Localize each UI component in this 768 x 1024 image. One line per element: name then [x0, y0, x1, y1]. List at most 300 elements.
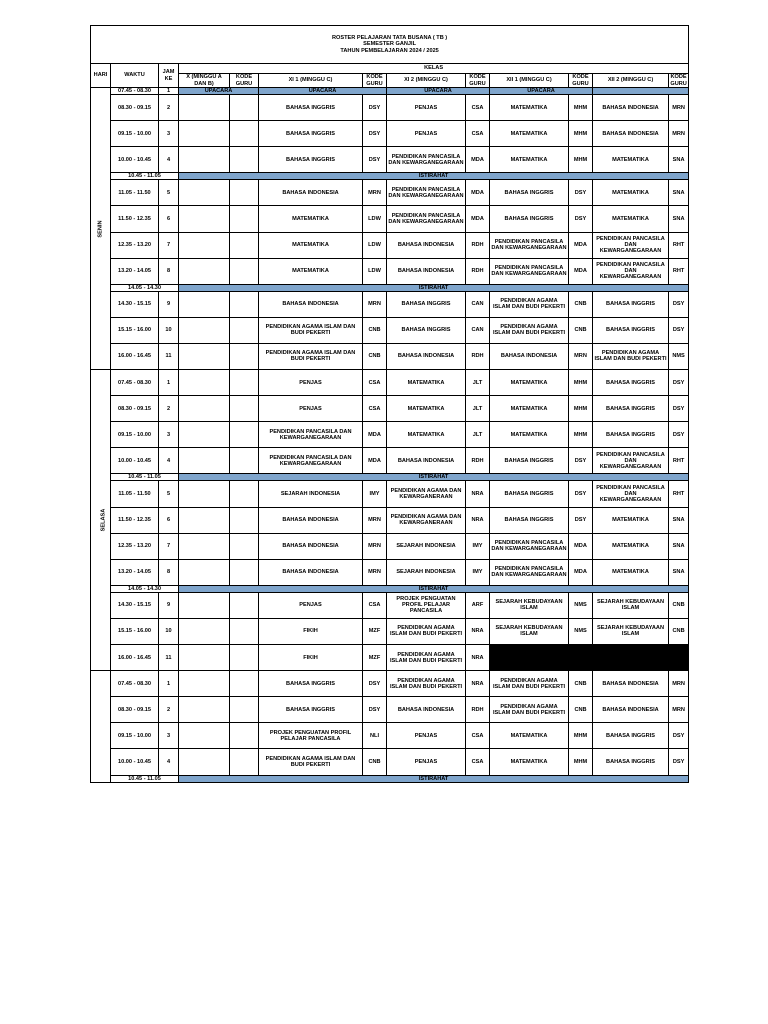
subject-cell: BAHASA INGGRIS: [490, 180, 569, 206]
teacher-code-cell: DSY: [669, 370, 689, 396]
teacher-code-cell: RDH: [466, 258, 490, 284]
break-time-cell: 10.45 - 11.05: [111, 173, 179, 180]
jam-cell: 6: [159, 206, 179, 232]
jam-cell: 2: [159, 95, 179, 121]
subject-cell: MATEMATIKA: [593, 206, 669, 232]
jam-cell: 2: [159, 396, 179, 422]
teacher-code-cell: DSY: [569, 507, 593, 533]
subject-cell: PENDIDIKAN PANCASILA DAN KEWARGANEGARAAN: [259, 448, 363, 474]
schedule-row: [91, 147, 689, 173]
teacher-code-cell: [230, 291, 259, 317]
subject-cell: BAHASA INGGRIS: [259, 147, 363, 173]
teacher-code-cell: CSA: [363, 396, 387, 422]
time-cell: 14.30 - 15.15: [111, 291, 159, 317]
teacher-code-cell: SNA: [669, 147, 689, 173]
teacher-code-cell: MDA: [466, 180, 490, 206]
subject-cell: [179, 95, 230, 121]
subject-cell: [179, 147, 230, 173]
day-name: SENIN: [97, 219, 104, 238]
teacher-code-cell: MHM: [569, 749, 593, 775]
teacher-code-cell: [230, 370, 259, 396]
subject-cell: BAHASA INDONESIA: [259, 291, 363, 317]
teacher-code-cell: [230, 448, 259, 474]
time-cell: 16.00 - 16.45: [111, 645, 159, 671]
jam-cell: 1: [159, 370, 179, 396]
jam-cell: 10: [159, 317, 179, 343]
teacher-code-cell: RDH: [466, 448, 490, 474]
teacher-code-cell: MDA: [569, 533, 593, 559]
subject-cell: [179, 343, 230, 369]
subject-cell: [179, 723, 230, 749]
break-row: [91, 585, 689, 592]
teacher-code-cell: DSY: [363, 95, 387, 121]
subject-cell: MATEMATIKA: [490, 95, 569, 121]
teacher-code-cell: MRN: [363, 180, 387, 206]
teacher-code-cell: [230, 317, 259, 343]
subject-cell: FIKIH: [259, 618, 363, 644]
subject-cell: SEJARAH KEBUDAYAAN ISLAM: [490, 618, 569, 644]
subject-cell: PENDIDIKAN PANCASILA DAN KEWARGANEGARAAN: [490, 559, 569, 585]
break-label-cell: ISTIRAHAT: [179, 284, 689, 291]
subject-cell: BAHASA INGGRIS: [593, 422, 669, 448]
jam-cell: 11: [159, 645, 179, 671]
subject-cell: SEJARAH INDONESIA: [387, 559, 466, 585]
break-row: [91, 173, 689, 180]
teacher-code-cell: MDA: [363, 448, 387, 474]
subject-cell: BAHASA INGGRIS: [490, 481, 569, 507]
subject-cell: PENDIDIKAN AGAMA ISLAM DAN BUDI PEKERTI: [490, 317, 569, 343]
ceremony-cell: [593, 88, 689, 95]
subject-cell: BAHASA INGGRIS: [490, 206, 569, 232]
jam-cell: 6: [159, 507, 179, 533]
teacher-code-cell: RDH: [466, 343, 490, 369]
header-col-x: X (MINGGU A DAN B): [179, 74, 230, 88]
teacher-code-cell: CNB: [363, 317, 387, 343]
subject-cell: BAHASA INDONESIA: [387, 343, 466, 369]
roster-title-line2: SEMESTER GANJIL: [363, 41, 416, 48]
subject-cell: PENDIDIKAN PANCASILA DAN KEWARGANEGARAAN: [387, 147, 466, 173]
roster-title-line1: ROSTER PELAJARAN TATA BUSANA ( TB ): [331, 35, 448, 42]
teacher-code-cell: DSY: [569, 481, 593, 507]
subject-cell: BAHASA INGGRIS: [259, 697, 363, 723]
header-col-xii1: XII 1 (MINGGU C): [490, 74, 569, 88]
subject-cell: PENJAS: [259, 396, 363, 422]
jam-cell: 4: [159, 749, 179, 775]
teacher-code-cell: MRN: [669, 697, 689, 723]
subject-cell: MATEMATIKA: [593, 507, 669, 533]
teacher-code-cell: NRA: [466, 507, 490, 533]
jam-cell: 7: [159, 232, 179, 258]
jam-cell: 3: [159, 422, 179, 448]
time-cell: 08.30 - 09.15: [111, 95, 159, 121]
break-label-cell: ISTIRAHAT: [179, 474, 689, 481]
subject-cell: [179, 592, 230, 618]
teacher-code-cell: [230, 592, 259, 618]
ceremony-cell: UPACARA: [179, 88, 259, 95]
time-cell: 07.45 - 08.30: [111, 88, 159, 95]
subject-cell: BAHASA INDONESIA: [259, 559, 363, 585]
schedule-row: [91, 95, 689, 121]
subject-cell: MATEMATIKA: [490, 147, 569, 173]
subject-cell: PENDIDIKAN AGAMA ISLAM DAN BUDI PEKERTI: [259, 317, 363, 343]
jam-cell: 5: [159, 481, 179, 507]
teacher-code-cell: JLT: [466, 396, 490, 422]
time-cell: 07.45 - 08.30: [111, 671, 159, 697]
teacher-code-cell: [230, 723, 259, 749]
header-waktu: WAKTU: [111, 64, 159, 88]
schedule-row: [91, 396, 689, 422]
teacher-code-cell: [230, 533, 259, 559]
subject-cell: [179, 396, 230, 422]
subject-cell: PENDIDIKAN PANCASILA DAN KEWARGANEGARAAN: [593, 258, 669, 284]
teacher-code-cell: CNB: [569, 697, 593, 723]
teacher-code-cell: RHT: [669, 258, 689, 284]
time-cell: 09.15 - 10.00: [111, 121, 159, 147]
time-cell: 12.35 - 13.20: [111, 232, 159, 258]
day-label: [91, 671, 111, 782]
day-name: SELASA: [100, 508, 107, 532]
schedule-row: [91, 180, 689, 206]
teacher-code-cell: [230, 121, 259, 147]
subject-cell: MATEMATIKA: [490, 749, 569, 775]
subject-cell: [179, 448, 230, 474]
subject-cell: BAHASA INGGRIS: [593, 291, 669, 317]
teacher-code-cell: MHM: [569, 370, 593, 396]
subject-cell: BAHASA INGGRIS: [593, 317, 669, 343]
subject-cell: SEJARAH KEBUDAYAAN ISLAM: [490, 592, 569, 618]
teacher-code-cell: DSY: [569, 180, 593, 206]
subject-cell: MATEMATIKA: [490, 396, 569, 422]
header-col-kode: KODE GURU: [230, 74, 259, 88]
teacher-code-cell: MRN: [363, 291, 387, 317]
subject-cell: [179, 317, 230, 343]
subject-cell: PENDIDIKAN PANCASILA DAN KEWARGANEGARAAN: [259, 422, 363, 448]
teacher-code-cell: MRN: [363, 559, 387, 585]
subject-cell: BAHASA INDONESIA: [593, 121, 669, 147]
teacher-code-cell: [230, 645, 259, 671]
teacher-code-cell: MHM: [569, 422, 593, 448]
teacher-code-cell: CSA: [466, 749, 490, 775]
teacher-code-cell: MRN: [363, 507, 387, 533]
teacher-code-cell: DSY: [363, 671, 387, 697]
teacher-code-cell: IMY: [466, 533, 490, 559]
subject-cell: PENDIDIKAN AGAMA ISLAM DAN BUDI PEKERTI: [490, 697, 569, 723]
teacher-code-cell: MRN: [669, 95, 689, 121]
time-cell: 16.00 - 16.45: [111, 343, 159, 369]
subject-cell: BAHASA INGGRIS: [490, 507, 569, 533]
teacher-code-cell: CNB: [669, 618, 689, 644]
teacher-code-cell: CSA: [466, 723, 490, 749]
break-time-cell: 10.45 - 11.05: [111, 775, 179, 782]
time-cell: 13.20 - 14.05: [111, 258, 159, 284]
teacher-code-cell: LDW: [363, 258, 387, 284]
schedule-row: [91, 343, 689, 369]
subject-cell: [179, 618, 230, 644]
teacher-code-cell: NRA: [466, 618, 490, 644]
schedule-row: [91, 749, 689, 775]
break-row: [91, 474, 689, 481]
break-label-cell: ISTIRAHAT: [179, 775, 689, 782]
time-cell: 15.15 - 16.00: [111, 618, 159, 644]
teacher-code-cell: CSA: [363, 370, 387, 396]
break-time-cell: 14.05 - 14.30: [111, 585, 179, 592]
subject-cell: BAHASA INDONESIA: [593, 95, 669, 121]
subject-cell: BAHASA INDONESIA: [490, 343, 569, 369]
subject-cell: BAHASA INDONESIA: [387, 258, 466, 284]
teacher-code-cell: [230, 147, 259, 173]
teacher-code-cell: DSY: [669, 396, 689, 422]
time-cell: 10.00 - 10.45: [111, 749, 159, 775]
teacher-code-cell: [230, 559, 259, 585]
teacher-code-cell: JLT: [466, 370, 490, 396]
subject-cell: BAHASA INGGRIS: [387, 291, 466, 317]
teacher-code-cell: [230, 671, 259, 697]
time-cell: 10.00 - 10.45: [111, 147, 159, 173]
jam-cell: 9: [159, 291, 179, 317]
subject-cell: [179, 481, 230, 507]
time-cell: 14.30 - 15.15: [111, 592, 159, 618]
teacher-code-cell: DSY: [669, 422, 689, 448]
header-hari: HARI: [91, 64, 111, 88]
subject-cell: PENDIDIKAN PANCASILA DAN KEWARGANEGARAAN: [490, 258, 569, 284]
schedule-row: [91, 291, 689, 317]
teacher-code-cell: DSY: [669, 317, 689, 343]
teacher-code-cell: MHM: [569, 723, 593, 749]
subject-cell: PENDIDIKAN AGAMA ISLAM DAN BUDI PEKERTI: [259, 749, 363, 775]
subject-cell: MATEMATIKA: [259, 232, 363, 258]
teacher-code-cell: MRN: [569, 343, 593, 369]
subject-cell: PENDIDIKAN PANCASILA DAN KEWARGANEGARAAN: [387, 206, 466, 232]
roster-table: [90, 25, 689, 783]
teacher-code-cell: IMY: [466, 559, 490, 585]
schedule-row: [91, 317, 689, 343]
subject-cell: [179, 697, 230, 723]
subject-cell: [179, 291, 230, 317]
time-cell: 09.15 - 10.00: [111, 723, 159, 749]
teacher-code-cell: MRN: [669, 671, 689, 697]
teacher-code-cell: DSY: [363, 697, 387, 723]
teacher-code-cell: SNA: [669, 180, 689, 206]
teacher-code-cell: SNA: [669, 206, 689, 232]
blacked-out-cell: [490, 645, 689, 671]
subject-cell: MATEMATIKA: [259, 258, 363, 284]
jam-cell: 1: [159, 88, 179, 95]
schedule-row: [91, 618, 689, 644]
teacher-code-cell: [230, 232, 259, 258]
teacher-code-cell: MRN: [363, 533, 387, 559]
subject-cell: [179, 749, 230, 775]
teacher-code-cell: [230, 507, 259, 533]
subject-cell: PENJAS: [259, 370, 363, 396]
ceremony-row: [91, 88, 689, 95]
teacher-code-cell: RHT: [669, 232, 689, 258]
teacher-code-cell: NLI: [363, 723, 387, 749]
subject-cell: BAHASA INGGRIS: [593, 396, 669, 422]
teacher-code-cell: CNB: [569, 317, 593, 343]
subject-cell: [179, 671, 230, 697]
subject-cell: BAHASA INDONESIA: [593, 697, 669, 723]
teacher-code-cell: IMY: [363, 481, 387, 507]
ceremony-cell: UPACARA: [490, 88, 593, 95]
teacher-code-cell: CSA: [363, 592, 387, 618]
subject-cell: MATEMATIKA: [593, 180, 669, 206]
schedule-row: [91, 448, 689, 474]
header-col-kode: KODE GURU: [670, 74, 687, 87]
jam-cell: 11: [159, 343, 179, 369]
subject-cell: BAHASA INDONESIA: [259, 180, 363, 206]
teacher-code-cell: ARF: [466, 592, 490, 618]
subject-cell: BAHASA INDONESIA: [387, 697, 466, 723]
teacher-code-cell: RDH: [466, 697, 490, 723]
subject-cell: [179, 258, 230, 284]
time-cell: 15.15 - 16.00: [111, 317, 159, 343]
time-cell: 08.30 - 09.15: [111, 697, 159, 723]
subject-cell: SEJARAH KEBUDAYAAN ISLAM: [593, 618, 669, 644]
subject-cell: [179, 645, 230, 671]
time-cell: 10.00 - 10.45: [111, 448, 159, 474]
subject-cell: MATEMATIKA: [387, 370, 466, 396]
subject-cell: BAHASA INDONESIA: [259, 533, 363, 559]
subject-cell: SEJARAH KEBUDAYAAN ISLAM: [593, 592, 669, 618]
subject-cell: BAHASA INDONESIA: [387, 448, 466, 474]
subject-cell: PENDIDIKAN AGAMA DAN KEWARGANERAAN: [387, 507, 466, 533]
subject-cell: MATEMATIKA: [593, 147, 669, 173]
subject-cell: BAHASA INGGRIS: [490, 448, 569, 474]
teacher-code-cell: [230, 749, 259, 775]
teacher-code-cell: NRA: [466, 481, 490, 507]
subject-cell: PROJEK PENGUATAN PROFIL PELAJAR PANCASILA: [259, 723, 363, 749]
teacher-code-cell: DSY: [363, 147, 387, 173]
teacher-code-cell: CNB: [363, 343, 387, 369]
subject-cell: PENDIDIKAN PANCASILA DAN KEWARGANEGARAAN: [490, 232, 569, 258]
teacher-code-cell: CSA: [466, 121, 490, 147]
teacher-code-cell: NMS: [569, 618, 593, 644]
teacher-code-cell: MHM: [569, 121, 593, 147]
teacher-code-cell: RHT: [669, 448, 689, 474]
teacher-code-cell: DSY: [669, 723, 689, 749]
teacher-code-cell: [230, 343, 259, 369]
subject-cell: PENDIDIKAN AGAMA DAN KEWARGANERAAN: [387, 481, 466, 507]
time-cell: 11.50 - 12.35: [111, 206, 159, 232]
subject-cell: PENDIDIKAN PANCASILA DAN KEWARGANEGARAAN: [387, 180, 466, 206]
subject-cell: PENDIDIKAN AGAMA ISLAM DAN BUDI PEKERTI: [387, 618, 466, 644]
subject-cell: [179, 180, 230, 206]
teacher-code-cell: CNB: [569, 671, 593, 697]
subject-cell: BAHASA INDONESIA: [387, 232, 466, 258]
header-col-kode: KODE GURU: [363, 74, 387, 88]
teacher-code-cell: MDA: [363, 422, 387, 448]
teacher-code-cell: SNA: [669, 533, 689, 559]
jam-cell: 1: [159, 671, 179, 697]
teacher-code-cell: CNB: [669, 592, 689, 618]
subject-cell: [179, 559, 230, 585]
ceremony-cell: UPACARA: [259, 88, 387, 95]
header-col-kode: KODE GURU: [569, 74, 593, 88]
jam-cell: 9: [159, 592, 179, 618]
subject-cell: PENDIDIKAN AGAMA ISLAM DAN BUDI PEKERTI: [387, 645, 466, 671]
schedule-row: [91, 697, 689, 723]
break-label-cell: ISTIRAHAT: [179, 173, 689, 180]
subject-cell: PROJEK PENGUATAN PROFIL PELAJAR PANCASILA: [387, 592, 466, 618]
teacher-code-cell: MHM: [569, 95, 593, 121]
roster-title-line3: TAHUN PEMBELAJARAN 2024 / 2025: [340, 47, 439, 54]
jam-cell: 5: [159, 180, 179, 206]
jam-cell: 4: [159, 448, 179, 474]
subject-cell: MATEMATIKA: [490, 121, 569, 147]
time-cell: 11.50 - 12.35: [111, 507, 159, 533]
teacher-code-cell: [230, 618, 259, 644]
subject-cell: MATEMATIKA: [490, 422, 569, 448]
subject-cell: SEJARAH INDONESIA: [259, 481, 363, 507]
teacher-code-cell: MDA: [466, 147, 490, 173]
header-col-xi1: XI 1 (MINGGU C): [259, 74, 363, 88]
break-time-cell: 10.45 - 11.05: [111, 474, 179, 481]
subject-cell: PENJAS: [259, 592, 363, 618]
subject-cell: BAHASA INGGRIS: [593, 370, 669, 396]
teacher-code-cell: MDA: [569, 258, 593, 284]
teacher-code-cell: NRA: [466, 645, 490, 671]
subject-cell: BAHASA INGGRIS: [259, 121, 363, 147]
subject-cell: MATEMATIKA: [387, 396, 466, 422]
time-cell: 11.05 - 11.50: [111, 180, 159, 206]
schedule-row: [91, 645, 689, 671]
subject-cell: FIKIH: [259, 645, 363, 671]
break-row: [91, 284, 689, 291]
subject-cell: MATEMATIKA: [593, 559, 669, 585]
break-time-cell: 14.05 - 14.30: [111, 284, 179, 291]
subject-cell: PENDIDIKAN PANCASILA DAN KEWARGANEGARAAN: [593, 232, 669, 258]
teacher-code-cell: CSA: [466, 95, 490, 121]
subject-cell: PENJAS: [387, 723, 466, 749]
teacher-code-cell: [230, 422, 259, 448]
header-col-xii2: XII 2 (MINGGU C): [593, 74, 669, 88]
teacher-code-cell: NMS: [569, 592, 593, 618]
subject-cell: PENDIDIKAN AGAMA ISLAM DAN BUDI PEKERTI: [387, 671, 466, 697]
subject-cell: [179, 232, 230, 258]
teacher-code-cell: MHM: [569, 396, 593, 422]
teacher-code-cell: MDA: [466, 206, 490, 232]
subject-cell: MATEMATIKA: [259, 206, 363, 232]
schedule-row: [91, 559, 689, 585]
schedule-row: [91, 671, 689, 697]
jam-cell: 3: [159, 723, 179, 749]
schedule-row: [91, 507, 689, 533]
schedule-row: [91, 258, 689, 284]
subject-cell: BAHASA INGGRIS: [387, 317, 466, 343]
schedule-row: [91, 481, 689, 507]
jam-cell: 10: [159, 618, 179, 644]
teacher-code-cell: DSY: [669, 749, 689, 775]
break-label-cell: ISTIRAHAT: [179, 585, 689, 592]
teacher-code-cell: CAN: [466, 291, 490, 317]
subject-cell: MATEMATIKA: [490, 370, 569, 396]
teacher-code-cell: LDW: [363, 206, 387, 232]
teacher-code-cell: JLT: [466, 422, 490, 448]
subject-cell: [179, 121, 230, 147]
teacher-code-cell: MZF: [363, 618, 387, 644]
subject-cell: PENJAS: [387, 95, 466, 121]
roster-title: [91, 26, 689, 64]
subject-cell: [179, 507, 230, 533]
time-cell: 11.05 - 11.50: [111, 481, 159, 507]
schedule-row: [91, 723, 689, 749]
subject-cell: PENDIDIKAN AGAMA ISLAM DAN BUDI PEKERTI: [259, 343, 363, 369]
teacher-code-cell: [230, 481, 259, 507]
teacher-code-cell: DSY: [669, 291, 689, 317]
teacher-code-cell: SNA: [669, 559, 689, 585]
time-cell: 13.20 - 14.05: [111, 559, 159, 585]
subject-cell: SEJARAH INDONESIA: [387, 533, 466, 559]
